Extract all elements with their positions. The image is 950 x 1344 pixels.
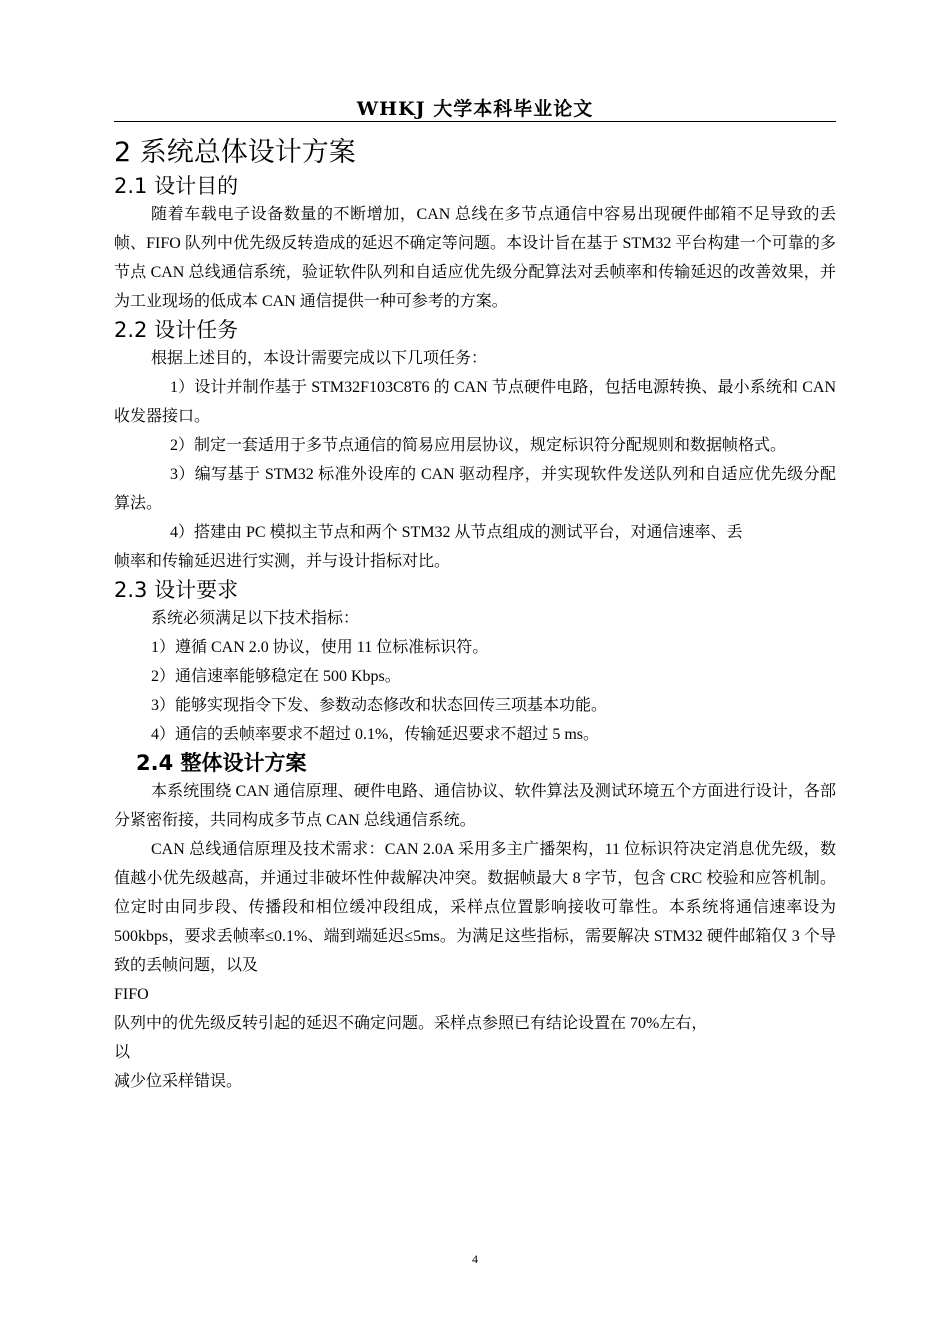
section-2-1-paragraph: 随着车载电子设备数量的不断增加，CAN 总线在多节点通信中容易出现硬件邮箱不足导致的丢帧、FIFO 队列中优先级反转造成的延迟不确定等问题。本设计旨在基于 STM32 平台构建一个可靠的多节点 CAN 总线通信系统，验证软件队列和自适应优先级分配算法对丢帧率和传输延迟的改善效果，并为工业现场的低成本 CAN 通信提供一种可参考的方案。 [114,206,836,310]
paragraph-continuation-line-1: FIFO [114,986,149,1003]
task-item-2: 2）制定一套适用于多节点通信的简易应用层协议，规定标识符分配规则和数据帧格式。 [170,437,787,454]
page-number: 4 [472,1252,478,1266]
section-title-2-1: 2.1 设计目的 [114,174,239,198]
paragraph-continuation-line-4: 减少位采样错误。 [114,1073,243,1090]
running-header: WHKJ 大学本科毕业论文 [356,98,594,120]
requirement-item-2: 2）通信速率能够稳定在 500 Kbps。 [151,668,401,685]
section-2-4-paragraph-2: CAN 总线通信原理及技术需求：CAN 2.0A 采用多主广播架构，11 位标识符决定消息优先级，数值越小优先级越高，并通过非破坏性仲裁解决冲突。数据帧最大 8 字节，包含 CRC 校验和应答机制。位定时由同步段、传播段和相位缓冲段组成，采样点位置影响接收可靠性。本系统将通信速率设为 500kbps，要求丢帧率≤0.1%、端到端延迟≤5ms。为满足这些指标，需要解决 STM32 硬件邮箱仅 3 个导致的丢帧问题，以及 [114,841,836,974]
task-item-4: 4）搭建由 PC 模拟主节点和两个 STM32 从节点组成的测试平台，对通信速率、丢 [170,524,743,541]
requirement-item-3: 3）能够实现指令下发、参数动态修改和状态回传三项基本功能。 [151,697,608,714]
section-2-2-intro: 根据上述目的，本设计需要完成以下几项任务： [151,350,488,367]
section-2-4-paragraph-1: 本系统围绕 CAN 通信原理、硬件电路、通信协议、软件算法及测试环境五个方面进行设计，各部分紧密衔接，共同构成多节点 CAN 总线通信系统。 [114,783,836,829]
paragraph-continuation-line-2: 队列中的优先级反转引起的延迟不确定问题。采样点参照已有结论设置在 70%左右， [114,1015,708,1032]
section-title-2-3: 2.3 设计要求 [114,578,239,602]
requirement-item-4: 4）通信的丢帧率要求不超过 0.1%，传输延迟要求不超过 5 ms。 [151,726,600,743]
document-body [114,134,836,1096]
section-title-2-2: 2.2 设计任务 [114,318,239,342]
header-rule [114,121,836,122]
section-2-3-intro: 系统必须满足以下技术指标： [151,610,360,627]
chapter-title: 2 系统总体设计方案 [114,137,356,168]
requirement-item-1: 1）遵循 CAN 2.0 协议，使用 11 位标准标识符。 [151,639,489,656]
task-item-4-continuation: 帧率和传输延迟进行实测，并与设计指标对比。 [114,553,451,570]
task-item-1: 1）设计并制作基于 STM32F103C8T6 的 CAN 节点硬件电路，包括电源转换、最小系统和 CAN 收发器接口。 [114,379,836,425]
section-title-2-4: 2.4 整体设计方案 [136,751,307,775]
task-item-3: 3）编写基于 STM32 标准外设库的 CAN 驱动程序，并实现软件发送队列和自适应优先级分配算法。 [114,466,836,512]
paragraph-continuation-line-3: 以 [114,1044,131,1061]
